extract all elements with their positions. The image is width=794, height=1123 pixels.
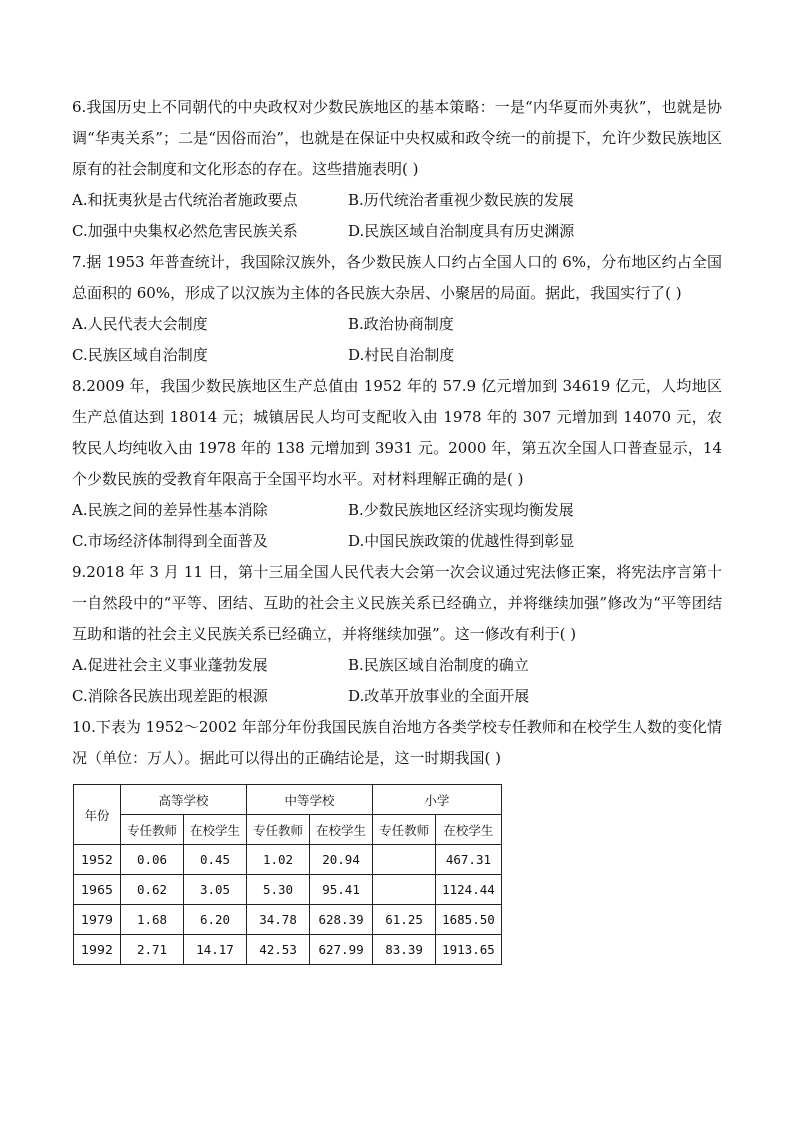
value-cell: 1685.50 xyxy=(436,905,502,935)
year-header-cell: 年份 xyxy=(74,785,121,845)
question-9-option-c: C.消除各民族出现差距的根源 xyxy=(72,687,268,705)
value-cell: 34.78 xyxy=(247,905,310,935)
table-subheader-row xyxy=(74,815,502,845)
question-8-option-a: A.民族之间的差异性基本消除 xyxy=(72,501,268,519)
value-cell: 627.99 xyxy=(310,935,373,965)
value-cell: 1.02 xyxy=(247,845,310,875)
year-cell: 1979 xyxy=(74,905,121,935)
subheader-cell: 专任教师 xyxy=(373,815,436,845)
value-cell: 3.05 xyxy=(184,875,247,905)
category-header-higher: 高等学校 xyxy=(121,785,247,815)
question-8-text: 8.2009 年，我国少数民族地区生产总值由 1952 年的 57.9 亿元增加到 34619 亿元，人均地区生产总值达到 18014 元；城镇居民人均可支配收入由 1978 年的 307 元增加到 14070 元，农牧民人均纯收入由 1978 年的 138 元增加到 3931 元。2000 年，第五次全国人口普查显示，14 个少数民族的受教育年限高于全国平均水平。对材料理解正确的是( ) xyxy=(72,377,722,488)
value-cell xyxy=(373,875,436,905)
category-header-primary: 小学 xyxy=(373,785,502,815)
table-header-row xyxy=(74,785,502,815)
value-cell: 83.39 xyxy=(373,935,436,965)
table-row xyxy=(74,905,502,935)
value-cell: 0.45 xyxy=(184,845,247,875)
question-9-option-b: B.民族区域自治制度的确立 xyxy=(348,656,529,674)
subheader-cell: 在校学生 xyxy=(436,815,502,845)
subheader-cell: 专任教师 xyxy=(121,815,184,845)
year-cell: 1965 xyxy=(74,875,121,905)
value-cell: 1913.65 xyxy=(436,935,502,965)
question-6-text: 6.我国历史上不同朝代的中央政权对少数民族地区的基本策略：一是“内华夏而外夷狄”，也就是协调“华夷关系”；二是“因俗而治”，也就是在保证中央权威和政令统一的前提下，允许少数民族地区原有的社会制度和文化形态的存在。这些措施表明( ) xyxy=(72,98,722,178)
exam-page xyxy=(72,92,722,965)
question-9-option-d: D.改革开放事业的全面开展 xyxy=(348,687,530,705)
question-6-option-c: C.加强中央集权必然危害民族关系 xyxy=(72,222,298,240)
value-cell: 0.06 xyxy=(121,845,184,875)
question-7-option-c: C.民族区域自治制度 xyxy=(72,346,208,364)
question-8-option-b: B.少数民族地区经济实现均衡发展 xyxy=(348,501,574,519)
question-6-option-a: A.和抚夷狄是古代统治者施政要点 xyxy=(72,191,298,209)
value-cell: 20.94 xyxy=(310,845,373,875)
value-cell: 42.53 xyxy=(247,935,310,965)
question-9-option-a: A.促进社会主义事业蓬勃发展 xyxy=(72,656,268,674)
question-7-options xyxy=(72,309,722,371)
question-7-option-b: B.政治协商制度 xyxy=(348,315,454,333)
value-cell: 61.25 xyxy=(373,905,436,935)
question-8-option-d: D.中国民族政策的优越性得到彰显 xyxy=(348,532,575,550)
question-9-text: 9.2018 年 3 月 11 日，第十三届全国人民代表大会第一次会议通过宪法修正案，将宪法序言第十一自然段中的“平等、团结、互助的社会主义民族关系已经确立，并将继续加强”修改为“平等团结互助和谐的社会主义民族关系已经确立，并将继续加强”。这一修改有利于( ) xyxy=(72,563,722,643)
value-cell: 1.68 xyxy=(121,905,184,935)
school-statistics-table xyxy=(73,784,502,965)
value-cell: 1124.44 xyxy=(436,875,502,905)
year-cell: 1992 xyxy=(74,935,121,965)
value-cell xyxy=(373,845,436,875)
question-6-option-b: B.历代统治者重视少数民族的发展 xyxy=(348,191,574,209)
question-8-options xyxy=(72,495,722,557)
question-7-option-d: D.村民自治制度 xyxy=(348,346,455,364)
value-cell: 628.39 xyxy=(310,905,373,935)
value-cell: 14.17 xyxy=(184,935,247,965)
value-cell: 95.41 xyxy=(310,875,373,905)
question-6-options xyxy=(72,185,722,247)
value-cell: 2.71 xyxy=(121,935,184,965)
table-row xyxy=(74,845,502,875)
table-row xyxy=(74,875,502,905)
question-6-option-d: D.民族区域自治制度具有历史渊源 xyxy=(348,222,575,240)
value-cell: 5.30 xyxy=(247,875,310,905)
question-7-text: 7.据 1953 年普查统计，我国除汉族外，各少数民族人口约占全国人口的 6%，分布地区约占全国总面积的 60%，形成了以汉族为主体的各民族大杂居、小聚居的局面。据此，我国实行了( ) xyxy=(72,253,722,302)
year-cell: 1952 xyxy=(74,845,121,875)
question-8-option-c: C.市场经济体制得到全面普及 xyxy=(72,532,268,550)
value-cell: 6.20 xyxy=(184,905,247,935)
value-cell: 0.62 xyxy=(121,875,184,905)
table-row xyxy=(74,935,502,965)
value-cell: 467.31 xyxy=(436,845,502,875)
question-10-text: 10.下表为 1952～2002 年部分年份我国民族自治地方各类学校专任教师和在校学生人数的变化情况（单位：万人）。据此可以得出的正确结论是，这一时期我国( ) xyxy=(72,718,722,767)
question-7-option-a: A.人民代表大会制度 xyxy=(72,315,208,333)
subheader-cell: 专任教师 xyxy=(247,815,310,845)
question-9-options xyxy=(72,650,722,712)
subheader-cell: 在校学生 xyxy=(184,815,247,845)
subheader-cell: 在校学生 xyxy=(310,815,373,845)
category-header-secondary: 中等学校 xyxy=(247,785,373,815)
